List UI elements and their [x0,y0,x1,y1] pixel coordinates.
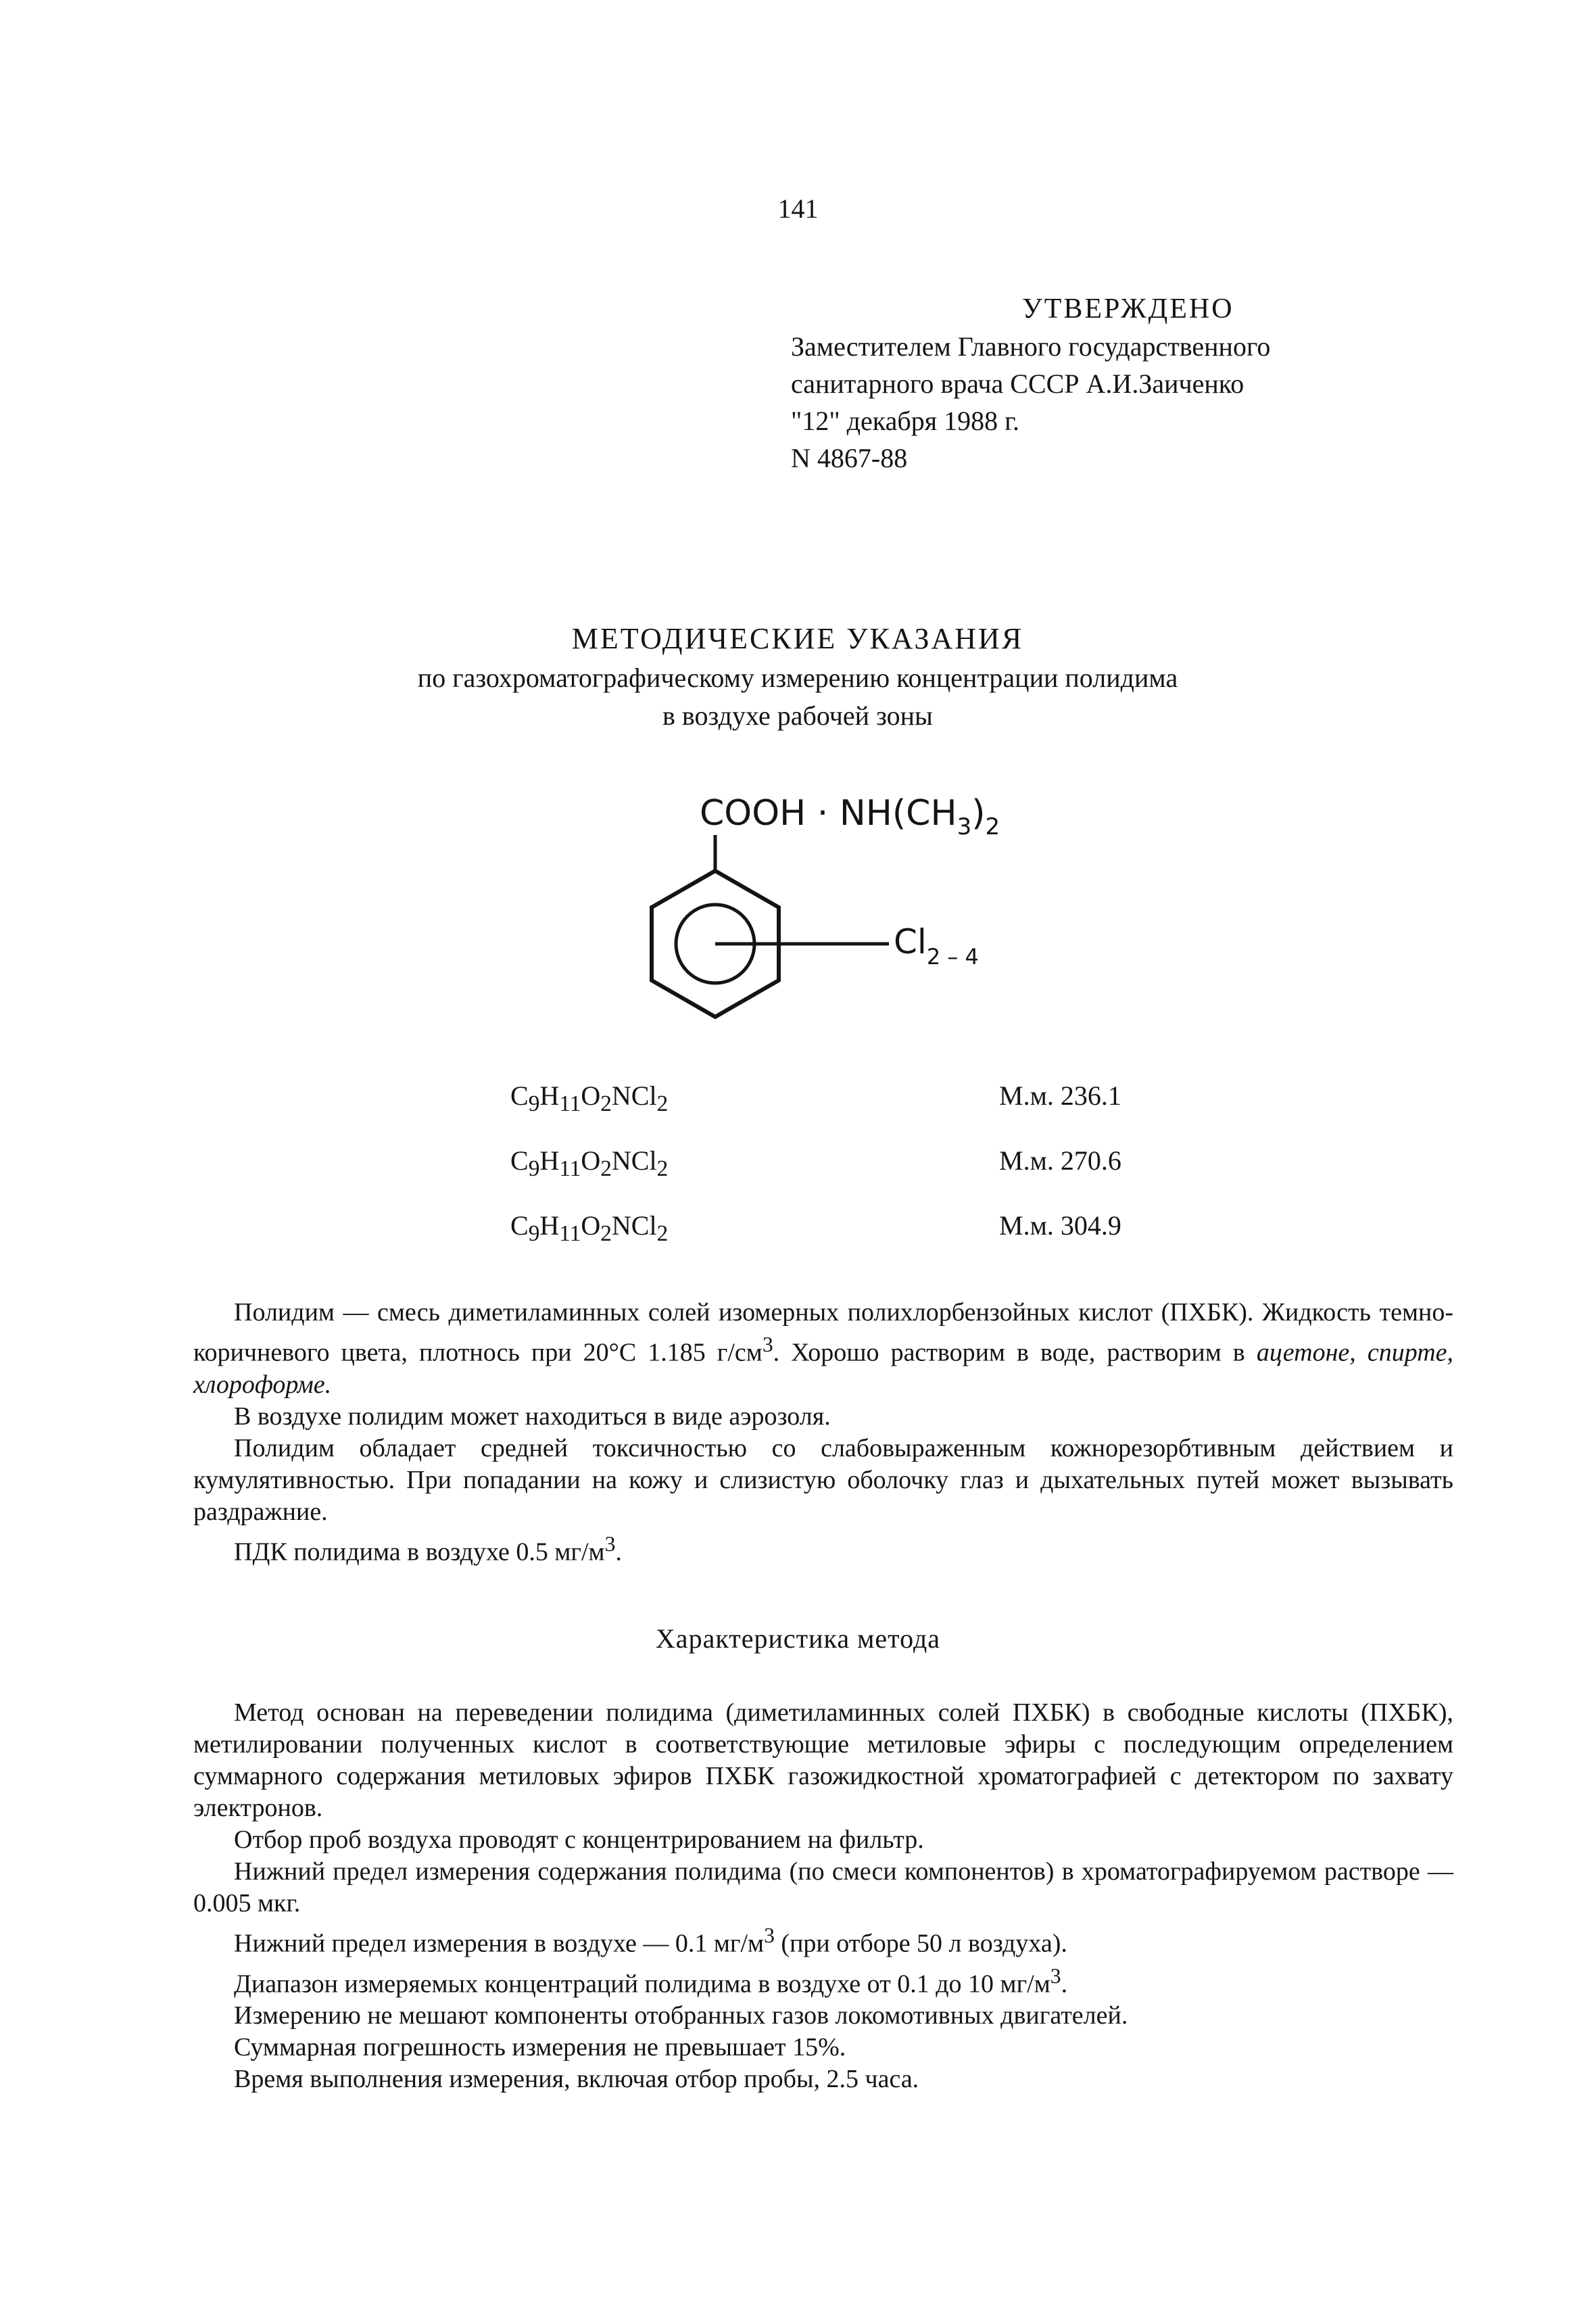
structure-top-label: COOH · $NH(CH_3)_2$ [700,793,1000,840]
intro-paragraph-1: Полидим — смесь диметиламинных солей изомерных полихлорбензойных кислот (ПХБК). Жидкость темно-коричневого цвета, плотнось при 20°С 1.185 $г/см^3$. Хорошо растворим в воде, растворим в ацетоне, спирте, хлороформе. [193,1298,1454,1399]
method-paragraph-2: Отбор проб воздуха проводят с концентрированием на фильтр. [234,1825,924,1854]
benzene-ring-diagram [608,771,1027,1041]
approval-line-1: Заместителем Главного государственного [791,331,1271,362]
intro-paragraph-3: Полидим обладает средней токсичностью со слабовыраженным кожнорезорбтивным действием и кумулятивностью. При попадании на кожу и слизистую оболочку глаз и дыхательных путей может вызывать раздражние. [193,1433,1453,1526]
document-title [203,619,1393,735]
page-number: 141 [777,193,819,224]
approval-line-2: санитарного врача СССР А.И.Заиченко [791,368,1244,399]
method-paragraph-5: Диапазон измеряемых концентраций полидима в воздухе от 0.1 до 10 $мг/м^3$. [234,1963,1068,1999]
method-paragraph-3: Нижний предел измерения содержания полидима (по смеси компонентов) в хроматографируемом растворе — 0.005 мкг. [193,1857,1453,1917]
intro-paragraph-4: ПДК полидима в воздухе 0.5 $мг/м^3$. [234,1531,622,1567]
molecular-mass-2: М.м. 270.6 [999,1145,1121,1176]
title-subtitle-1: по газохроматографическому измерению концентрации полидима [417,663,1178,693]
approval-line-4: N 4867-88 [791,443,908,473]
title-subtitle-2: в воздухе рабочей зоны [662,700,933,731]
method-section [193,1697,1453,2095]
method-paragraph-4: Нижний предел измерения в воздухе — 0.1 $мг/м^3$ (при отборе 50 л воздуха). [234,1924,1067,1958]
structure-side-label: $Cl_{2 - 4}$ [894,922,979,970]
method-paragraph-8: Время выполнения измерения, включая отбор пробы, 2.5 часа. [234,2065,919,2094]
title-main: МЕТОДИЧЕСКИЕ УКАЗАНИЯ [571,622,1024,655]
method-paragraph-7: Суммарная погрешность измерения не превышает 15%. [234,2033,846,2062]
formula-1: $C_9H_{11}O_2NCl_2$ [510,1080,669,1116]
molecular-mass-1: М.м. 236.1 [999,1080,1121,1111]
intro-paragraph-2: В воздухе полидим может находиться в виде аэрозоля. [234,1402,831,1431]
chemical-structure [608,771,1027,1045]
approval-stamp [791,291,1440,477]
molecular-mass-3: М.м. 304.9 [999,1210,1121,1241]
method-paragraph-1: Метод основан на переведении полидима (диметиламинных солей ПХБК) в свободные кислоты (ПХБК), метилировании полученных кислот в соответствующие метиловые эфиры с последующим определением суммарного содержания метиловых эфиров ПХБК газожидкостной хроматографией с детектором по захвату электронов. [193,1698,1453,1822]
method-paragraph-6: Измерению не мешают компоненты отобранных газов локомотивных двигателей. [234,2001,1128,2030]
intro-section [193,1297,1453,1568]
approval-line-3: "12" декабря 1988 г. [791,406,1019,436]
approval-heading: УТВЕРЖДЕНО [1022,293,1234,325]
formula-3: $C_9H_{11}O_2NCl_2$ [510,1210,669,1246]
method-heading: Характеристика метода [655,1623,941,1654]
formula-2: $C_9H_{11}O_2NCl_2$ [510,1145,669,1181]
